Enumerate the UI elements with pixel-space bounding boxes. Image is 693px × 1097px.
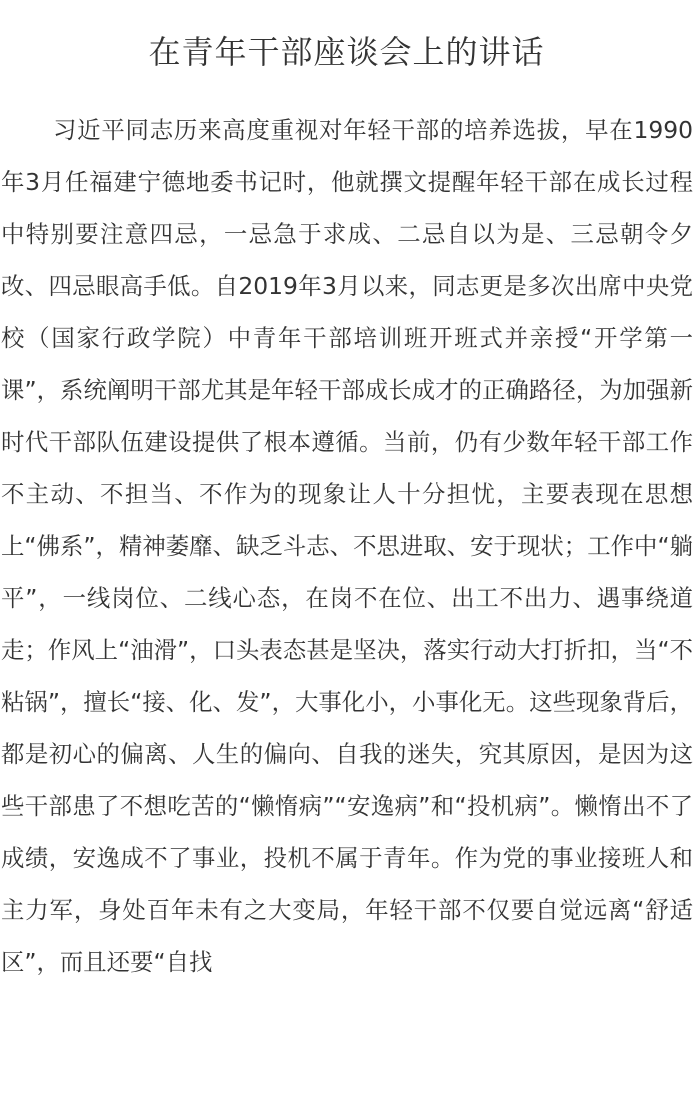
article-title: 在青年干部座谈会上的讲话 xyxy=(148,33,545,71)
article-body: 习近平同志历来高度重视对年轻干部的培养选拔，早在1990年3月任福建宁德地委书记时，他就撰文提醒年轻干部在成长过程中特别要注意四忌，一忌急于求成、二忌自以为是、三忌朝令夕改、四忌眼高手低。自2019年3月以来，同志更是多次出席中央党校（国家行政学院）中青年干部培训班开班式并亲授“开学第一课”，系统阐明干部尤其是年轻干部成长成才的正确路径，为加强新时代干部队伍建设提供了根本遵循。当前，仍有少数年轻干部工作不主动、不担当、不作为的现象让人十分担忧，主要表现在思想上“佛系”，精神萎靡、缺乏斗志、不思进取、安于现状；工作中“躺平”，一线岗位、二线心态，在岗不在位、出工不出力、遇事绕道走；作风上“油滑”，口头表态甚是坚决，落实行动大打折扣，当“不粘锅”，擅长“接、化、发”，大事化小，小事化无。这些现象背后，都是初心的偏离、人生的偏向、自我的迷失，究其原因，是因为这些干部患了不想吃苦的“懒惰病”“安逸病”和“投机病”。懒惰出不了成绩，安逸成不了事业，投机不属于青年。作为党的事业接班人和主力军，身处百年未有之大变局，年轻干部不仅要自觉远离“舒适区”，而且还要“自找 xyxy=(1,116,693,976)
